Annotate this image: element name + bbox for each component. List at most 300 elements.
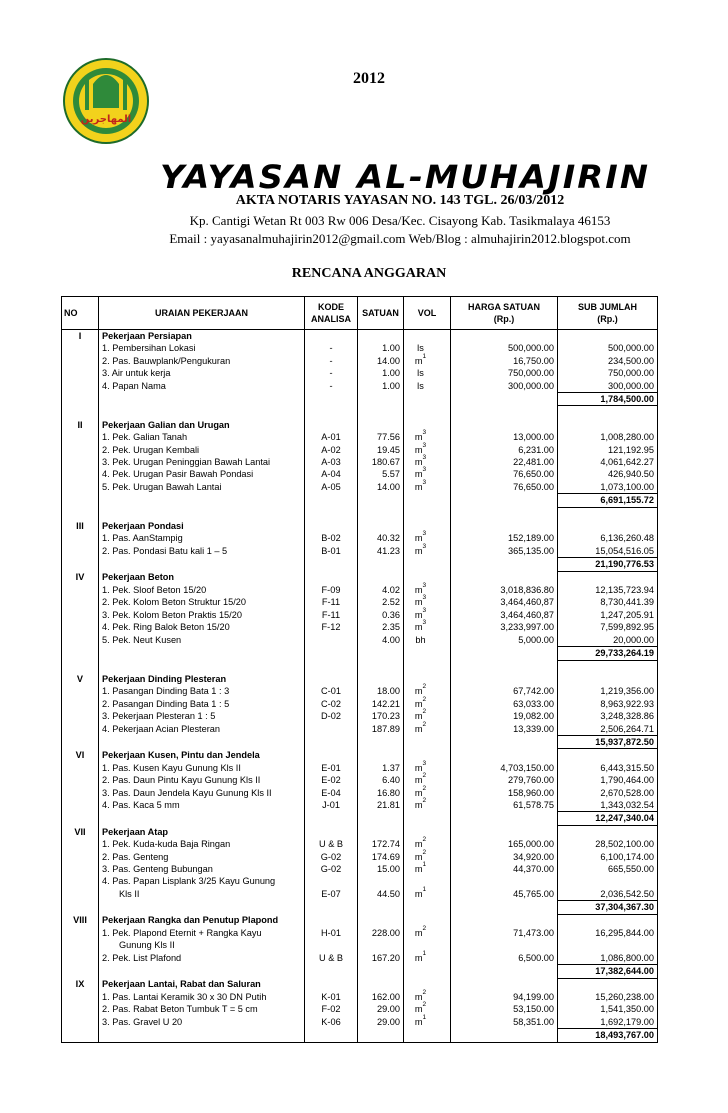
- empty-cell: [451, 1029, 558, 1042]
- item-code: K-01: [305, 991, 358, 1003]
- item-description: 1. Pembersihan Lokasi: [99, 342, 305, 354]
- item-code: A-05: [305, 481, 358, 494]
- empty-cell: [358, 494, 404, 507]
- item-quantity: 2.35: [358, 621, 404, 633]
- item-unit-price: 152,189.00: [451, 532, 558, 544]
- table-row: [62, 406, 658, 419]
- table-row: [62, 584, 658, 596]
- table-row: [62, 367, 658, 379]
- empty-cell: [62, 660, 99, 673]
- empty-cell: [558, 406, 658, 419]
- item-unit: ls: [404, 367, 451, 379]
- section-number: II: [62, 419, 99, 431]
- table-row: [62, 735, 658, 748]
- empty-cell: [358, 978, 404, 991]
- empty-cell: [305, 1029, 358, 1042]
- empty-cell: [404, 494, 451, 507]
- empty-cell: [62, 799, 99, 812]
- section-total: 12,247,340.04: [558, 812, 658, 825]
- item-unit: $m^1$: [404, 355, 451, 367]
- item-unit: $m^2$: [404, 774, 451, 786]
- empty-cell: [305, 965, 358, 978]
- item-quantity: 170.23: [358, 710, 404, 722]
- item-subtotal: 28,502,100.00: [558, 838, 658, 850]
- item-unit-price: [451, 939, 558, 951]
- header-satuan: SATUAN: [358, 297, 404, 330]
- empty-cell: [558, 749, 658, 762]
- empty-cell: [404, 914, 451, 927]
- empty-cell: [558, 419, 658, 431]
- document-title: RENCANA ANGGARAN: [291, 266, 447, 281]
- item-unit-price: [451, 875, 558, 887]
- table-row: [62, 558, 658, 571]
- item-unit: $m^3$: [404, 456, 451, 468]
- table-row: [62, 927, 658, 939]
- item-subtotal: 750,000.00: [558, 367, 658, 379]
- empty-cell: [305, 406, 358, 419]
- empty-cell: [62, 380, 99, 393]
- empty-cell: [62, 532, 99, 544]
- item-unit: $m^2$: [404, 723, 451, 736]
- empty-cell: [404, 673, 451, 685]
- table-row: [62, 952, 658, 965]
- header-harga: HARGA SATUAN (Rp.): [451, 297, 558, 330]
- empty-cell: [358, 914, 404, 927]
- empty-cell: [62, 406, 99, 419]
- empty-cell: [305, 330, 358, 343]
- table-row: [62, 851, 658, 863]
- item-code: F-11: [305, 596, 358, 608]
- item-quantity: 174.69: [358, 851, 404, 863]
- section-title: Pekerjaan Lantai, Rabat dan Saluran: [99, 978, 305, 991]
- item-code: C-02: [305, 698, 358, 710]
- section-number: VI: [62, 749, 99, 762]
- empty-cell: [404, 978, 451, 991]
- empty-cell: [404, 965, 451, 978]
- budget-table: [61, 296, 658, 1043]
- item-quantity: 187.89: [358, 723, 404, 736]
- empty-cell: [358, 419, 404, 431]
- table-row: [62, 355, 658, 367]
- empty-cell: [451, 901, 558, 914]
- section-number: VIII: [62, 914, 99, 927]
- item-unit: $m^1$: [404, 1016, 451, 1029]
- item-unit-price: 45,765.00: [451, 888, 558, 901]
- empty-cell: [99, 393, 305, 406]
- item-description: 3. Air untuk kerja: [99, 367, 305, 379]
- table-row: [62, 596, 658, 608]
- empty-cell: [358, 520, 404, 532]
- item-code: F-02: [305, 1003, 358, 1015]
- item-unit-price: 3,018,836.80: [451, 584, 558, 596]
- item-description: 4. Papan Nama: [99, 380, 305, 393]
- table-row: [62, 812, 658, 825]
- empty-cell: [62, 774, 99, 786]
- item-quantity: 15.00: [358, 863, 404, 875]
- table-row: [62, 431, 658, 443]
- section-title: Pekerjaan Atap: [99, 825, 305, 838]
- empty-cell: [99, 965, 305, 978]
- section-title: Pekerjaan Persiapan: [99, 330, 305, 343]
- empty-cell: [358, 673, 404, 685]
- section-title: Pekerjaan Galian dan Urugan: [99, 419, 305, 431]
- empty-cell: [358, 558, 404, 571]
- empty-cell: [305, 507, 358, 520]
- item-unit: $m^3$: [404, 468, 451, 480]
- item-unit: $m^3$: [404, 431, 451, 443]
- empty-cell: [305, 914, 358, 927]
- organization-name: YAYASAN AL-MUHAJIRIN: [160, 158, 651, 196]
- section-title: Pekerjaan Pondasi: [99, 520, 305, 532]
- empty-cell: [62, 444, 99, 456]
- empty-cell: [62, 393, 99, 406]
- empty-cell: [305, 812, 358, 825]
- item-code: F-09: [305, 584, 358, 596]
- empty-cell: [558, 825, 658, 838]
- item-unit: $m^2$: [404, 838, 451, 850]
- empty-cell: [404, 520, 451, 532]
- empty-cell: [404, 558, 451, 571]
- empty-cell: [358, 406, 404, 419]
- empty-cell: [62, 723, 99, 736]
- empty-cell: [305, 520, 358, 532]
- empty-cell: [62, 367, 99, 379]
- empty-cell: [451, 393, 558, 406]
- table-body: [62, 330, 658, 1043]
- item-subtotal: 6,136,260.48: [558, 532, 658, 544]
- table-row: [62, 799, 658, 812]
- item-code: [305, 723, 358, 736]
- table-row: [62, 698, 658, 710]
- empty-cell: [451, 914, 558, 927]
- item-unit: ls: [404, 342, 451, 354]
- empty-cell: [62, 927, 99, 939]
- item-unit: [404, 875, 451, 887]
- item-description: 2. Pek. Urugan Kembali: [99, 444, 305, 456]
- empty-cell: [451, 735, 558, 748]
- item-code: E-04: [305, 787, 358, 799]
- table-row: [62, 456, 658, 468]
- empty-cell: [451, 507, 558, 520]
- item-unit-price: 58,351.00: [451, 1016, 558, 1029]
- item-description: 5. Pek. Urugan Bawah Lantai: [99, 481, 305, 494]
- item-subtotal: 6,443,315.50: [558, 762, 658, 774]
- item-code: A-04: [305, 468, 358, 480]
- empty-cell: [358, 812, 404, 825]
- empty-cell: [62, 939, 99, 951]
- table-row: [62, 419, 658, 431]
- item-unit: $m^1$: [404, 888, 451, 901]
- table-row: [62, 710, 658, 722]
- empty-cell: [305, 571, 358, 584]
- item-quantity: 2.52: [358, 596, 404, 608]
- table-row: [62, 621, 658, 633]
- item-unit-price: 76,650.00: [451, 481, 558, 494]
- item-quantity: 4.02: [358, 584, 404, 596]
- item-unit-price: 63,033.00: [451, 698, 558, 710]
- item-code: U & B: [305, 952, 358, 965]
- item-unit: $m^2$: [404, 927, 451, 939]
- item-unit-price: 3,464,460,87: [451, 609, 558, 621]
- item-description: 5. Pek. Neut Kusen: [99, 634, 305, 647]
- empty-cell: [99, 507, 305, 520]
- table-row: [62, 507, 658, 520]
- item-code: D-02: [305, 710, 358, 722]
- item-unit-price: 158,960.00: [451, 787, 558, 799]
- item-description: 2. Pasangan Dinding Bata 1 : 5: [99, 698, 305, 710]
- empty-cell: [62, 812, 99, 825]
- item-code: K-06: [305, 1016, 358, 1029]
- item-unit-price: 19,082.00: [451, 710, 558, 722]
- empty-cell: [358, 393, 404, 406]
- logo-arabic-text: المهاجرين: [80, 114, 132, 125]
- item-description: 2. Pas. Rabat Beton Tumbuk T = 5 cm: [99, 1003, 305, 1015]
- item-subtotal: 15,054,516.05: [558, 545, 658, 558]
- empty-cell: [558, 673, 658, 685]
- empty-cell: [62, 431, 99, 443]
- year: 2012: [353, 70, 385, 87]
- item-unit-price: 500,000.00: [451, 342, 558, 354]
- item-unit: $m^3$: [404, 609, 451, 621]
- empty-cell: [62, 735, 99, 748]
- item-quantity: 14.00: [358, 355, 404, 367]
- item-subtotal: 1,073,100.00: [558, 481, 658, 494]
- empty-cell: [305, 647, 358, 660]
- empty-cell: [404, 647, 451, 660]
- table-row: [62, 647, 658, 660]
- item-subtotal: 300,000.00: [558, 380, 658, 393]
- table-row: [62, 673, 658, 685]
- item-quantity: 1.00: [358, 367, 404, 379]
- header-uraian: URAIAN PEKERJAAN: [99, 297, 305, 330]
- empty-cell: [451, 520, 558, 532]
- notary-deed: AKTA NOTARIS YAYASAN NO. 143 TGL. 26/03/2012: [235, 193, 565, 208]
- item-unit: $m^3$: [404, 621, 451, 633]
- item-subtotal: 1,086,800.00: [558, 952, 658, 965]
- item-unit: $m^2$: [404, 991, 451, 1003]
- empty-cell: [62, 685, 99, 697]
- section-number: IX: [62, 978, 99, 991]
- empty-cell: [62, 863, 99, 875]
- empty-cell: [99, 812, 305, 825]
- item-code: -: [305, 380, 358, 393]
- item-quantity: [358, 875, 404, 887]
- table-row: [62, 965, 658, 978]
- table-row: [62, 1016, 658, 1029]
- empty-cell: [99, 558, 305, 571]
- item-unit-price: 94,199.00: [451, 991, 558, 1003]
- item-quantity: 172.74: [358, 838, 404, 850]
- empty-cell: [305, 901, 358, 914]
- item-subtotal: 16,295,844.00: [558, 927, 658, 939]
- empty-cell: [62, 494, 99, 507]
- empty-cell: [358, 825, 404, 838]
- item-description: 4. Pas. Papan Lisplank 3/25 Kayu Gunung: [99, 875, 305, 887]
- item-quantity: 1.37: [358, 762, 404, 774]
- empty-cell: [305, 825, 358, 838]
- item-unit: $m^2$: [404, 851, 451, 863]
- item-description: 3. Pas. Daun Jendela Kayu Gunung Kls II: [99, 787, 305, 799]
- section-number: VII: [62, 825, 99, 838]
- empty-cell: [358, 507, 404, 520]
- item-subtotal: 1,219,356.00: [558, 685, 658, 697]
- item-subtotal: 1,008,280.00: [558, 431, 658, 443]
- item-description: 4. Pas. Kaca 5 mm: [99, 799, 305, 812]
- empty-cell: [451, 406, 558, 419]
- item-quantity: 180.67: [358, 456, 404, 468]
- empty-cell: [451, 812, 558, 825]
- empty-cell: [62, 596, 99, 608]
- item-unit-price: 13,000.00: [451, 431, 558, 443]
- empty-cell: [62, 584, 99, 596]
- table-row: [62, 914, 658, 927]
- item-unit-price: 71,473.00: [451, 927, 558, 939]
- item-subtotal: 2,506,264.71: [558, 723, 658, 736]
- empty-cell: [404, 825, 451, 838]
- table-row: [62, 723, 658, 736]
- item-quantity: 44.50: [358, 888, 404, 901]
- table-row: [62, 991, 658, 1003]
- header-no: NO: [62, 297, 99, 330]
- address: Kp. Cantigi Wetan Rt 003 Rw 006 Desa/Kec. Cisayong Kab. Tasikmalaya 46153: [189, 213, 611, 228]
- item-unit: $m^1$: [404, 863, 451, 875]
- empty-cell: [99, 901, 305, 914]
- item-unit-price: 34,920.00: [451, 851, 558, 863]
- item-unit-price: 3,464,460,87: [451, 596, 558, 608]
- empty-cell: [558, 507, 658, 520]
- item-subtotal: 12,135,723.94: [558, 584, 658, 596]
- item-subtotal: 6,100,174.00: [558, 851, 658, 863]
- item-unit-price: 76,650.00: [451, 468, 558, 480]
- item-subtotal: 121,192.95: [558, 444, 658, 456]
- table-row: [62, 609, 658, 621]
- empty-cell: [358, 1029, 404, 1042]
- item-quantity: 162.00: [358, 991, 404, 1003]
- empty-cell: [404, 749, 451, 762]
- empty-cell: [305, 494, 358, 507]
- item-description: 2. Pas. Genteng: [99, 851, 305, 863]
- item-description: 3. Pas. Gravel U 20: [99, 1016, 305, 1029]
- empty-cell: [305, 558, 358, 571]
- item-description: 2. Pas. Daun Pintu Kayu Gunung Kls II: [99, 774, 305, 786]
- item-description: 1. Pas. Kusen Kayu Gunung Kls II: [99, 762, 305, 774]
- item-description: 2. Pas. Pondasi Batu kali 1 – 5: [99, 545, 305, 558]
- empty-cell: [62, 545, 99, 558]
- empty-cell: [62, 875, 99, 887]
- item-description: 3. Pek. Kolom Beton Praktis 15/20: [99, 609, 305, 621]
- item-code: [305, 875, 358, 887]
- item-description: 3. Pek. Urugan Peninggian Bawah Lantai: [99, 456, 305, 468]
- item-unit: $m^2$: [404, 787, 451, 799]
- item-description: 1. Pek. Plapond Eternit + Rangka Kayu: [99, 927, 305, 939]
- item-unit: $m^3$: [404, 584, 451, 596]
- empty-cell: [358, 901, 404, 914]
- section-title: Pekerjaan Rangka dan Penutup Plapond: [99, 914, 305, 927]
- empty-cell: [451, 825, 558, 838]
- empty-cell: [62, 1029, 99, 1042]
- item-quantity: 0.36: [358, 609, 404, 621]
- item-quantity: 1.00: [358, 380, 404, 393]
- item-subtotal: 2,670,528.00: [558, 787, 658, 799]
- item-unit: $m^3$: [404, 481, 451, 494]
- item-quantity: 228.00: [358, 927, 404, 939]
- table-row: [62, 939, 658, 951]
- empty-cell: [62, 456, 99, 468]
- empty-cell: [558, 660, 658, 673]
- item-description: 4. Pek. Ring Balok Beton 15/20: [99, 621, 305, 633]
- section-total: 21,190,776.53: [558, 558, 658, 571]
- item-unit-price: 61,578.75: [451, 799, 558, 812]
- table-row: [62, 875, 658, 887]
- item-quantity: 142.21: [358, 698, 404, 710]
- section-total: 29,733,264.19: [558, 647, 658, 660]
- item-code: [305, 634, 358, 647]
- header-vol: VOL: [404, 297, 451, 330]
- empty-cell: [451, 647, 558, 660]
- table-row: [62, 978, 658, 991]
- item-subtotal: 20,000.00: [558, 634, 658, 647]
- item-code: H-01: [305, 927, 358, 939]
- empty-cell: [358, 749, 404, 762]
- item-unit-price: 165,000.00: [451, 838, 558, 850]
- item-quantity: 167.20: [358, 952, 404, 965]
- empty-cell: [404, 393, 451, 406]
- item-code: U & B: [305, 838, 358, 850]
- section-number: IV: [62, 571, 99, 584]
- empty-cell: [62, 481, 99, 494]
- empty-cell: [451, 965, 558, 978]
- table-row: [62, 393, 658, 406]
- item-unit-price: 300,000.00: [451, 380, 558, 393]
- item-quantity: 29.00: [358, 1016, 404, 1029]
- empty-cell: [404, 419, 451, 431]
- empty-cell: [62, 888, 99, 901]
- table-row: [62, 545, 658, 558]
- table-row: [62, 380, 658, 393]
- item-code: J-01: [305, 799, 358, 812]
- item-subtotal: 1,790,464.00: [558, 774, 658, 786]
- section-title: Pekerjaan Dinding Plesteran: [99, 673, 305, 685]
- item-unit-price: 13,339.00: [451, 723, 558, 736]
- empty-cell: [451, 558, 558, 571]
- item-unit: ls: [404, 380, 451, 393]
- item-description: 2. Pas. Bauwplank/Pengukuran: [99, 355, 305, 367]
- item-description: 2. Pek. List Plafond: [99, 952, 305, 965]
- empty-cell: [404, 571, 451, 584]
- section-total: 15,937,872.50: [558, 735, 658, 748]
- item-quantity: 40.32: [358, 532, 404, 544]
- empty-cell: [62, 851, 99, 863]
- item-description: 1. Pek. Sloof Beton 15/20: [99, 584, 305, 596]
- empty-cell: [404, 1029, 451, 1042]
- item-code: C-01: [305, 685, 358, 697]
- empty-cell: [558, 571, 658, 584]
- item-unit: $m^3$: [404, 596, 451, 608]
- item-quantity: 41.23: [358, 545, 404, 558]
- empty-cell: [358, 330, 404, 343]
- table-row: [62, 532, 658, 544]
- table-row: [62, 863, 658, 875]
- table-row: [62, 634, 658, 647]
- empty-cell: [404, 812, 451, 825]
- empty-cell: [451, 494, 558, 507]
- section-title: Pekerjaan Beton: [99, 571, 305, 584]
- empty-cell: [558, 330, 658, 343]
- empty-cell: [62, 342, 99, 354]
- empty-cell: [62, 965, 99, 978]
- item-quantity: 21.81: [358, 799, 404, 812]
- item-code: -: [305, 355, 358, 367]
